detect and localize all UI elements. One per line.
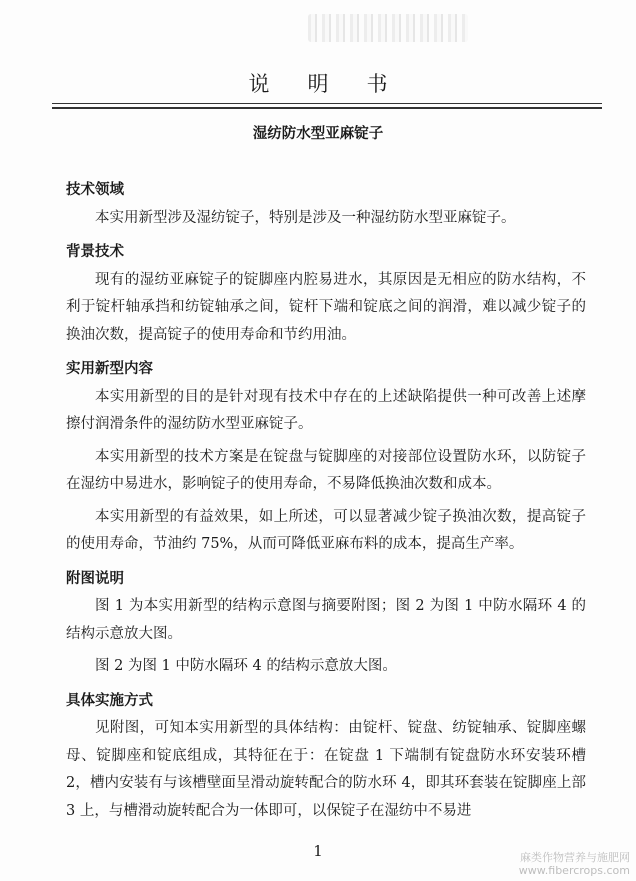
invention-title: 湿纺防水型亚麻锭子 (252, 125, 384, 142)
scan-header-noise (308, 14, 468, 42)
section-heading-embodiment: 具体实施方式 (66, 691, 153, 709)
watermark-url: www.fibercrops.com (518, 864, 630, 877)
section-heading-technical-field: 技术领域 (66, 181, 124, 198)
document-body (66, 170, 586, 830)
paragraph: 图 2 为图 1 中防水隔环 4 的结构示意放大图。 (95, 658, 397, 674)
paragraph: 现有的湿纺亚麻锭子的锭脚座内腔易进水，其原因是无相应的防水结构，不利于锭杆轴承挡和纺锭轴承之间，锭杆下端和锭底之间的润滑，难以减少锭子的换油次数，提高锭子的使用寿命和节约用油。 (66, 271, 586, 343)
page-number: 1 (313, 842, 323, 860)
paragraph: 本实用新型的技术方案是在锭盘与锭脚座的对接部位设置防水环，以防锭子在湿纺中易进水，影响锭子的使用寿命，不易降低换油次数和成本。 (66, 448, 586, 492)
watermark-line: 麻类作物营养与施肥网 (520, 851, 630, 864)
section-heading-background: 背景技术 (66, 243, 124, 260)
title-rule-thick (52, 107, 602, 109)
section-heading-drawings: 附图说明 (66, 569, 124, 587)
paragraph: 本实用新型的目的是针对现有技术中存在的上述缺陷提供一种可改善上述摩擦付润滑条件的湿纺防水型亚麻锭子。 (66, 388, 586, 432)
site-watermark (519, 851, 630, 877)
section-heading-content: 实用新型内容 (66, 360, 153, 377)
document-title: 说明书 (248, 72, 426, 96)
paragraph: 图 1 为本实用新型的结构示意图与摘要附图；图 2 为图 1 中防水隔环 4 的结构示意放大图。 (66, 598, 586, 642)
title-rule-thin (52, 103, 602, 104)
paragraph: 本实用新型涉及湿纺锭子，特别是涉及一种湿纺防水型亚麻锭子。 (95, 209, 516, 226)
paragraph: 见附图，可知本实用新型的具体结构：由锭杆、锭盘、纺锭轴承、锭脚座螺母、锭脚座和锭底组成，其特征在于：在锭盘 1 下端制有锭盘防水环安装环槽 2，槽内安装有与该槽壁面呈滑动旋转配合的防水环 4，即其环套装在锭脚座上部 3 上，与槽滑动旋转配合为一体即可，以保锭子在湿纺中不易进 (66, 720, 586, 819)
paragraph: 本实用新型的有益效果，如上所述，可以显著减少锭子换油次数，提高锭子的使用寿命，节油约 75%，从而可降低亚麻布料的成本，提高生产率。 (66, 508, 586, 552)
